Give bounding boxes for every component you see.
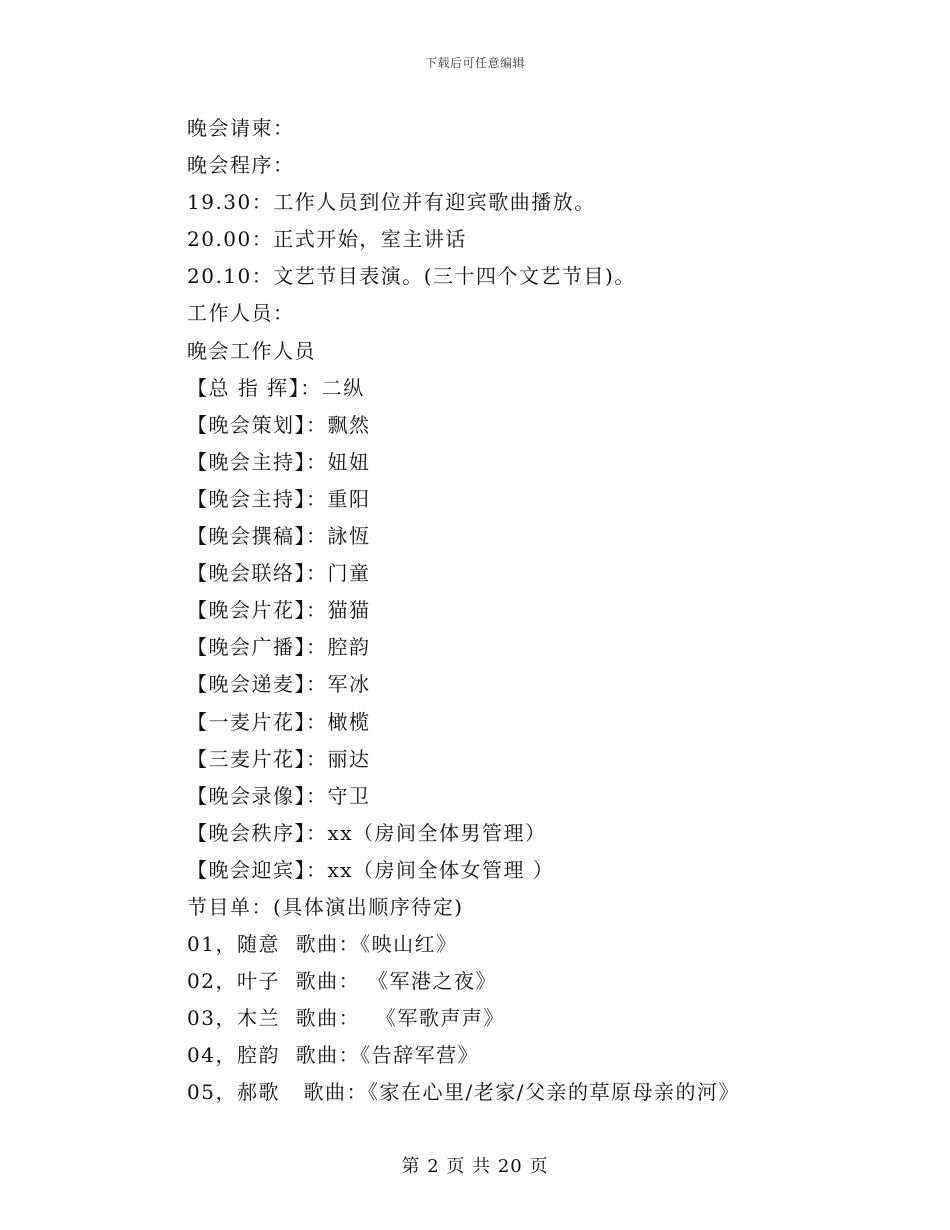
staff-line: 【晚会主持】：妞妞 xyxy=(187,449,371,474)
text-line: 晚会请柬： xyxy=(187,116,295,140)
staff-line: 【晚会广播】：腔韵 xyxy=(187,635,371,660)
document-body xyxy=(187,110,887,1112)
program-line: 01，随意 歌曲：《映山红》 xyxy=(187,932,458,957)
text-line: 节目单：(具体演出顺序待定) xyxy=(187,894,464,919)
staff-line: 【晚会递麦】：军冰 xyxy=(187,672,371,697)
program-line: 03，木兰 歌曲： 《军歌声声》 xyxy=(187,1006,505,1031)
staff-line: 【晚会撰稿】：詠恆 xyxy=(187,524,371,549)
staff-line: 【晚会录像】：守卫 xyxy=(187,783,371,808)
staff-line: 【晚会策划】：飘然 xyxy=(187,412,371,437)
page-header-note: 下载后可任意编辑 xyxy=(424,56,525,70)
program-line: 05，郝歌 歌曲：《家在心里/老家/父亲的草原母亲的河》 xyxy=(187,1080,740,1105)
staff-line: 【晚会秩序】：xx（房间全体男管理） xyxy=(187,820,547,845)
staff-line: 【总 指 挥】：二纵 xyxy=(187,375,365,400)
staff-line: 【晚会联络】：门童 xyxy=(187,561,371,586)
staff-line: 【三麦片花】：丽达 xyxy=(187,746,371,771)
staff-line: 【晚会片花】：猫猫 xyxy=(187,598,371,623)
text-line: 20.10：文艺节目表演。(三十四个文艺节目)。 xyxy=(187,264,636,289)
text-line: 工作人员： xyxy=(187,301,295,326)
text-line: 19.30：工作人员到位并有迎宾歌曲播放。 xyxy=(187,190,596,215)
text-line: 晚会程序： xyxy=(187,153,295,178)
staff-line: 【一麦片花】：橄榄 xyxy=(187,709,371,734)
text-line: 20.00：正式开始，室主讲话 xyxy=(187,227,467,252)
staff-line: 【晚会主持】：重阳 xyxy=(187,486,371,511)
program-line: 02，叶子 歌曲： 《军港之夜》 xyxy=(187,969,498,994)
staff-line: 【晚会迎宾】：xx（房间全体女管理 ） xyxy=(187,857,555,882)
text-line: 晚会工作人员 xyxy=(187,338,316,363)
program-line: 04，腔韵 歌曲：《告辞军营》 xyxy=(187,1043,480,1068)
page-number: 第 2 页 共 20 页 xyxy=(401,1156,549,1177)
